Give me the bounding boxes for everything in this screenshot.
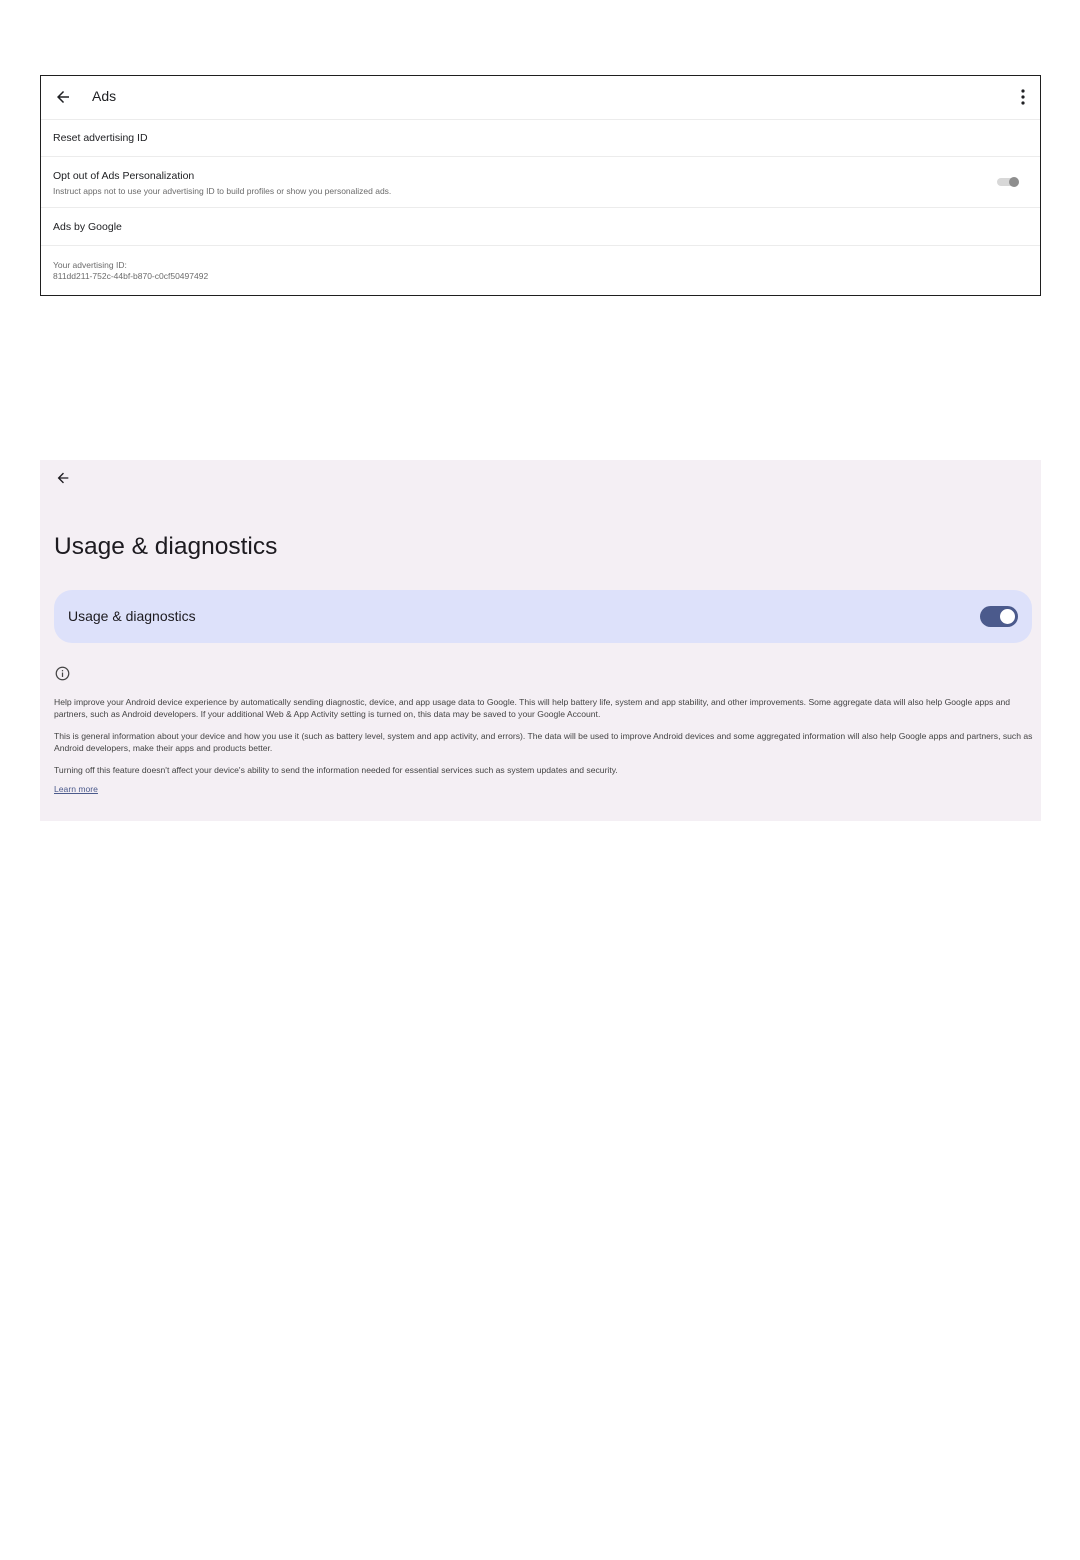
description-paragraph: This is general information about your device and how you use it (such as battery level, system and app activity, and errors). The data will be used to improve Android devices and some aggregated information will also help Google apps and partners, such as Android developers, make their apps and products better.	[54, 731, 1033, 753]
ads-by-google-item[interactable]	[41, 208, 1040, 246]
toggle-thumb	[1009, 177, 1019, 187]
opt-out-ads-personalization-item[interactable]	[41, 157, 1040, 208]
description-paragraph: Turning off this feature doesn't affect your device's ability to send the information needed for essential services such as system updates and security.	[54, 765, 618, 775]
page-title: Usage & diagnostics	[54, 533, 278, 560]
arrow-back-icon[interactable]	[54, 88, 72, 106]
more-vert-icon[interactable]	[1020, 88, 1026, 106]
info-icon	[55, 666, 70, 681]
learn-more-link[interactable]: Learn more	[54, 784, 98, 794]
opt-out-title: Opt out of Ads Personalization	[53, 170, 195, 182]
advertising-id-label: Your advertising ID:	[53, 260, 127, 270]
usage-diagnostics-toggle[interactable]	[980, 606, 1018, 627]
reset-advertising-id-label: Reset advertising ID	[53, 132, 148, 144]
ads-by-google-label: Ads by Google	[53, 221, 122, 233]
usage-diagnostics-panel	[40, 460, 1041, 821]
description-paragraph: Help improve your Android device experience by automatically sending diagnostic, device, and app usage data to Google. This will help battery life, system and app stability, and other improvements. Some aggregate data will also help Google apps and partners, such as Android developers. If your additional Web & App Activity setting is turned on, this data may be saved to your Google Account.	[54, 697, 1011, 719]
toggle-thumb	[1000, 609, 1015, 624]
opt-out-toggle[interactable]	[997, 177, 1019, 187]
reset-advertising-id-item[interactable]	[41, 120, 1040, 157]
usage-diagnostics-toggle-label: Usage & diagnostics	[68, 608, 196, 624]
ads-toolbar	[41, 76, 1040, 120]
opt-out-subtitle: Instruct apps not to use your advertising ID to build profiles or show you personalized ads.	[53, 186, 392, 196]
page-title: Ads	[92, 88, 117, 104]
advertising-id-info	[41, 246, 1040, 296]
arrow-back-icon[interactable]	[55, 470, 71, 486]
advertising-id-value: 811dd211-752c-44bf-b870-c0cf50497492	[53, 271, 209, 281]
ads-settings-panel	[40, 75, 1041, 296]
usage-diagnostics-toggle-card[interactable]	[54, 590, 1032, 643]
